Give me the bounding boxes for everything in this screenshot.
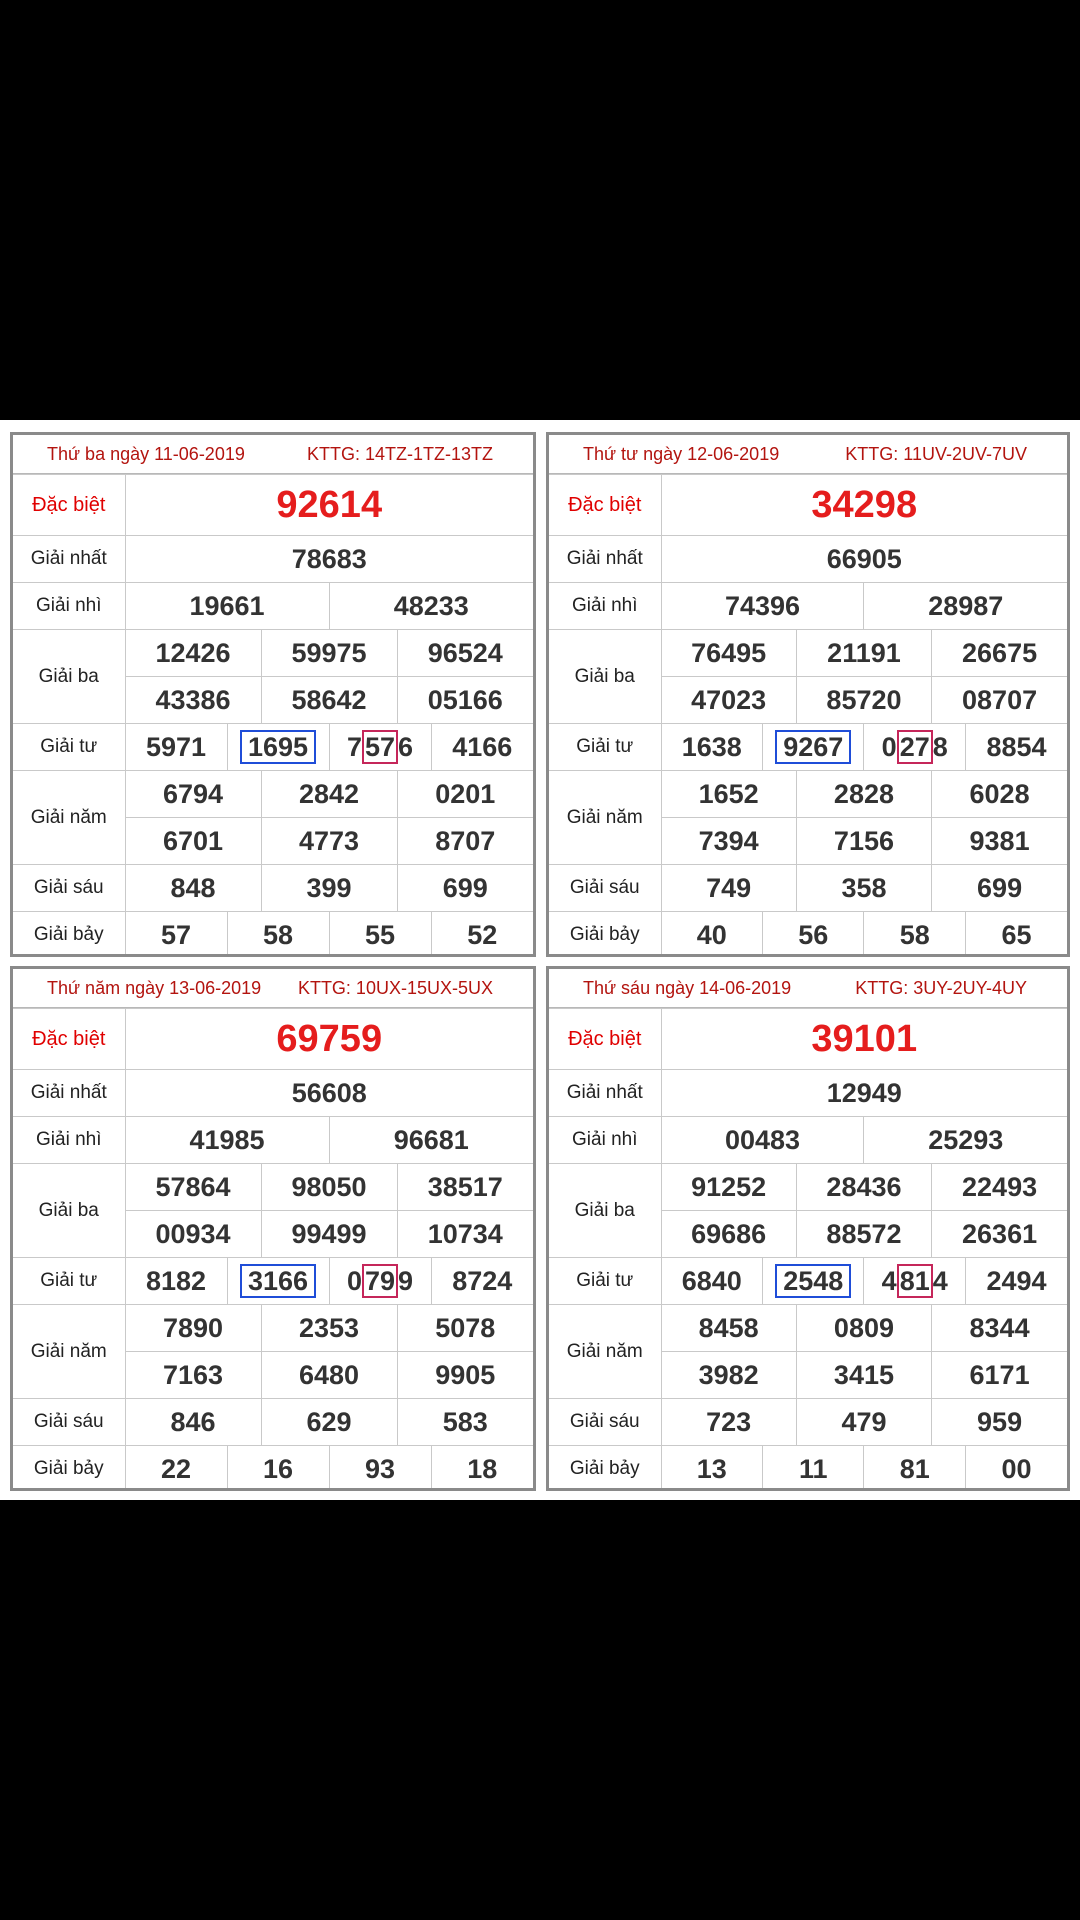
prize-label: Giải tư [549, 1258, 661, 1305]
prize-number: 98050 [261, 1164, 397, 1211]
prize-number: 85720 [796, 677, 931, 724]
digit-suffix: 6 [398, 731, 414, 762]
row-third [549, 630, 1067, 677]
prize-number: 76495 [661, 630, 796, 677]
row-fourth [549, 724, 1067, 771]
prize-number: 1652 [661, 771, 796, 818]
prize-number: 25293 [864, 1117, 1067, 1164]
row-second [549, 1117, 1067, 1164]
prize-number: 47023 [661, 677, 796, 724]
prize-number: 41985 [125, 1117, 329, 1164]
prize-number: 99499 [261, 1211, 397, 1258]
prize-label: Giải sáu [13, 865, 125, 912]
row-fifth [549, 771, 1067, 818]
red-highlight-box: 57 [362, 730, 398, 764]
prize-number: 26361 [932, 1211, 1067, 1258]
row-second [13, 583, 533, 630]
row-fifth [549, 1305, 1067, 1352]
prize-label: Giải nhất [549, 1070, 661, 1117]
row-seventh [13, 1446, 533, 1492]
row-sixth [549, 865, 1067, 912]
prize-number: 6028 [932, 771, 1067, 818]
prize-label: Giải tư [13, 724, 125, 771]
prize-number: 08707 [932, 677, 1067, 724]
kttg-code: KTTG: 10UX-15UX-5UX [297, 977, 493, 998]
prize-number: 846 [125, 1399, 261, 1446]
special-prize-number: 69759 [125, 1009, 533, 1070]
prize-label: Giải ba [13, 1164, 125, 1258]
results-table [13, 474, 533, 957]
prize-number: 2828 [796, 771, 931, 818]
prize-number-highlighted [762, 724, 863, 771]
digit-prefix: 0 [346, 1265, 362, 1296]
prize-number: 8182 [125, 1258, 227, 1305]
row-first [549, 1070, 1067, 1117]
prize-number: 81 [864, 1446, 965, 1492]
prize-number: 57864 [125, 1164, 261, 1211]
row-first [13, 536, 533, 583]
row-special [549, 475, 1067, 536]
blue-highlight-box: 2548 [775, 1264, 851, 1298]
prize-label: Giải nhì [13, 1117, 125, 1164]
row-seventh [13, 912, 533, 958]
prize-label: Giải năm [13, 1305, 125, 1399]
prize-number: 96524 [397, 630, 533, 677]
prize-number: 6480 [261, 1352, 397, 1399]
prize-label: Giải tư [549, 724, 661, 771]
prize-label: Đặc biệt [549, 1009, 661, 1070]
prize-number: 52 [431, 912, 533, 958]
prize-number: 57 [125, 912, 227, 958]
row-fourth [13, 724, 533, 771]
prize-label: Giải bảy [549, 912, 661, 958]
prize-number: 58 [864, 912, 965, 958]
prize-number: 9905 [397, 1352, 533, 1399]
prize-number: 58642 [261, 677, 397, 724]
prize-label: Giải sáu [549, 865, 661, 912]
prize-number: 479 [796, 1399, 931, 1446]
prize-number: 749 [661, 865, 796, 912]
row-third [549, 1164, 1067, 1211]
prize-number-highlighted [864, 1258, 965, 1305]
digit-suffix: 9 [398, 1265, 414, 1296]
prize-number: 21191 [796, 630, 931, 677]
prize-number: 00934 [125, 1211, 261, 1258]
prize-number-highlighted [227, 724, 329, 771]
prize-number: 4166 [431, 724, 533, 771]
prize-label: Giải nhất [13, 1070, 125, 1117]
prize-number: 56 [762, 912, 863, 958]
prize-label: Giải bảy [13, 1446, 125, 1492]
prize-label: Giải sáu [549, 1399, 661, 1446]
prize-number: 8724 [431, 1258, 533, 1305]
prize-number: 10734 [397, 1211, 533, 1258]
digit-prefix: 0 [881, 731, 897, 762]
prize-number: 48233 [329, 583, 533, 630]
prize-number: 96681 [329, 1117, 533, 1164]
prize-number: 8344 [932, 1305, 1067, 1352]
blue-highlight-box: 3166 [240, 1264, 316, 1298]
prize-number: 5971 [125, 724, 227, 771]
prize-number: 0809 [796, 1305, 931, 1352]
results-table [549, 474, 1067, 957]
prize-number: 0201 [397, 771, 533, 818]
prize-number: 2494 [965, 1258, 1067, 1305]
prize-number: 22493 [932, 1164, 1067, 1211]
row-special [13, 475, 533, 536]
row-fifth [13, 771, 533, 818]
results-table [549, 1008, 1067, 1491]
prize-number: 13 [661, 1446, 762, 1492]
prize-label: Giải nhì [549, 1117, 661, 1164]
row-sixth [549, 1399, 1067, 1446]
red-highlight-box: 81 [897, 1264, 933, 1298]
prize-number-highlighted [227, 1258, 329, 1305]
prize-label: Giải sáu [13, 1399, 125, 1446]
kttg-code: KTTG: 3UY-2UY-4UY [855, 977, 1027, 998]
red-highlight-box: 79 [362, 1264, 398, 1298]
blue-highlight-box: 9267 [775, 730, 851, 764]
prize-number: 7156 [796, 818, 931, 865]
prize-number: 18 [431, 1446, 533, 1492]
prize-number: 11 [762, 1446, 863, 1492]
prize-number: 40 [661, 912, 762, 958]
result-card [10, 432, 536, 957]
digit-suffix: 4 [932, 1265, 948, 1296]
digit-suffix: 8 [932, 731, 948, 762]
draw-date: Thứ tư ngày 12-06-2019 [583, 443, 780, 464]
prize-number-highlighted [762, 1258, 863, 1305]
prize-number: 91252 [661, 1164, 796, 1211]
card-header [13, 969, 533, 1008]
prize-label: Giải bảy [549, 1446, 661, 1492]
prize-number: 8854 [965, 724, 1067, 771]
prize-label: Giải ba [549, 630, 661, 724]
prize-number: 8707 [397, 818, 533, 865]
prize-label: Giải ba [13, 630, 125, 724]
prize-number: 723 [661, 1399, 796, 1446]
prize-number: 848 [125, 865, 261, 912]
prize-number: 26675 [932, 630, 1067, 677]
prize-number: 69686 [661, 1211, 796, 1258]
red-highlight-box: 27 [897, 730, 933, 764]
prize-number: 28987 [864, 583, 1067, 630]
prize-number: 2842 [261, 771, 397, 818]
prize-number-highlighted [864, 724, 965, 771]
row-fourth [13, 1258, 533, 1305]
special-prize-number: 92614 [125, 475, 533, 536]
prize-number: 16 [227, 1446, 329, 1492]
card-header [549, 435, 1067, 474]
prize-number: 22 [125, 1446, 227, 1492]
special-prize-number: 39101 [661, 1009, 1067, 1070]
results-table [13, 1008, 533, 1491]
draw-date: Thứ năm ngày 13-06-2019 [47, 977, 262, 998]
prize-number: 699 [932, 865, 1067, 912]
row-second [13, 1117, 533, 1164]
prize-number: 28436 [796, 1164, 931, 1211]
prize-number: 3415 [796, 1352, 931, 1399]
card-header [549, 969, 1067, 1008]
prize-number: 5078 [397, 1305, 533, 1352]
prize-number: 12426 [125, 630, 261, 677]
prize-number: 43386 [125, 677, 261, 724]
prize-number: 66905 [661, 536, 1067, 583]
prize-number: 7890 [125, 1305, 261, 1352]
prize-number: 6794 [125, 771, 261, 818]
prize-number: 629 [261, 1399, 397, 1446]
row-third [13, 630, 533, 677]
prize-number: 9381 [932, 818, 1067, 865]
prize-number: 699 [397, 865, 533, 912]
row-seventh [549, 1446, 1067, 1492]
prize-number: 65 [965, 912, 1067, 958]
prize-label: Giải nhì [13, 583, 125, 630]
row-fifth [13, 1305, 533, 1352]
prize-label: Giải nhì [549, 583, 661, 630]
prize-number: 38517 [397, 1164, 533, 1211]
row-sixth [13, 865, 533, 912]
prize-number: 59975 [261, 630, 397, 677]
prize-label: Đặc biệt [549, 475, 661, 536]
prize-label: Giải bảy [13, 912, 125, 958]
prize-number: 6701 [125, 818, 261, 865]
draw-date: Thứ ba ngày 11-06-2019 [47, 443, 245, 464]
prize-number: 7163 [125, 1352, 261, 1399]
prize-number: 2353 [261, 1305, 397, 1352]
prize-number: 88572 [796, 1211, 931, 1258]
prize-number: 58 [227, 912, 329, 958]
prize-label: Giải năm [549, 771, 661, 865]
prize-label: Giải nhất [549, 536, 661, 583]
prize-number: 56608 [125, 1070, 533, 1117]
row-second [549, 583, 1067, 630]
blue-highlight-box: 1695 [240, 730, 316, 764]
results-sheet [0, 420, 1080, 1500]
row-seventh [549, 912, 1067, 958]
prize-number: 358 [796, 865, 931, 912]
row-first [13, 1070, 533, 1117]
prize-number: 12949 [661, 1070, 1067, 1117]
prize-number: 05166 [397, 677, 533, 724]
prize-number: 78683 [125, 536, 533, 583]
prize-number: 4773 [261, 818, 397, 865]
prize-label: Đặc biệt [13, 1009, 125, 1070]
prize-number: 8458 [661, 1305, 796, 1352]
prize-number: 6171 [932, 1352, 1067, 1399]
prize-label: Giải năm [13, 771, 125, 865]
prize-number: 6840 [661, 1258, 762, 1305]
digit-prefix: 4 [881, 1265, 897, 1296]
prize-label: Giải ba [549, 1164, 661, 1258]
row-sixth [13, 1399, 533, 1446]
row-first [549, 536, 1067, 583]
result-card [546, 432, 1070, 957]
result-card [10, 966, 536, 1491]
result-card [546, 966, 1070, 1491]
prize-label: Giải tư [13, 1258, 125, 1305]
prize-number-highlighted [329, 724, 431, 771]
prize-number: 399 [261, 865, 397, 912]
row-special [13, 1009, 533, 1070]
prize-number: 959 [932, 1399, 1067, 1446]
row-fourth [549, 1258, 1067, 1305]
prize-number: 7394 [661, 818, 796, 865]
prize-number: 3982 [661, 1352, 796, 1399]
prize-label: Đặc biệt [13, 475, 125, 536]
kttg-code: KTTG: 14TZ-1TZ-13TZ [306, 443, 493, 464]
prize-number: 93 [329, 1446, 431, 1492]
prize-number: 1638 [661, 724, 762, 771]
kttg-code: KTTG: 11UV-2UV-7UV [845, 443, 1027, 464]
prize-number: 74396 [661, 583, 864, 630]
prize-number-highlighted [329, 1258, 431, 1305]
prize-number: 55 [329, 912, 431, 958]
draw-date: Thứ sáu ngày 14-06-2019 [583, 977, 792, 998]
prize-label: Giải nhất [13, 536, 125, 583]
card-header [13, 435, 533, 474]
special-prize-number: 34298 [661, 475, 1067, 536]
prize-number: 583 [397, 1399, 533, 1446]
prize-number: 00 [965, 1446, 1067, 1492]
prize-number: 00483 [661, 1117, 864, 1164]
prize-number: 19661 [125, 583, 329, 630]
row-third [13, 1164, 533, 1211]
row-special [549, 1009, 1067, 1070]
prize-label: Giải năm [549, 1305, 661, 1399]
digit-prefix: 7 [346, 731, 362, 762]
